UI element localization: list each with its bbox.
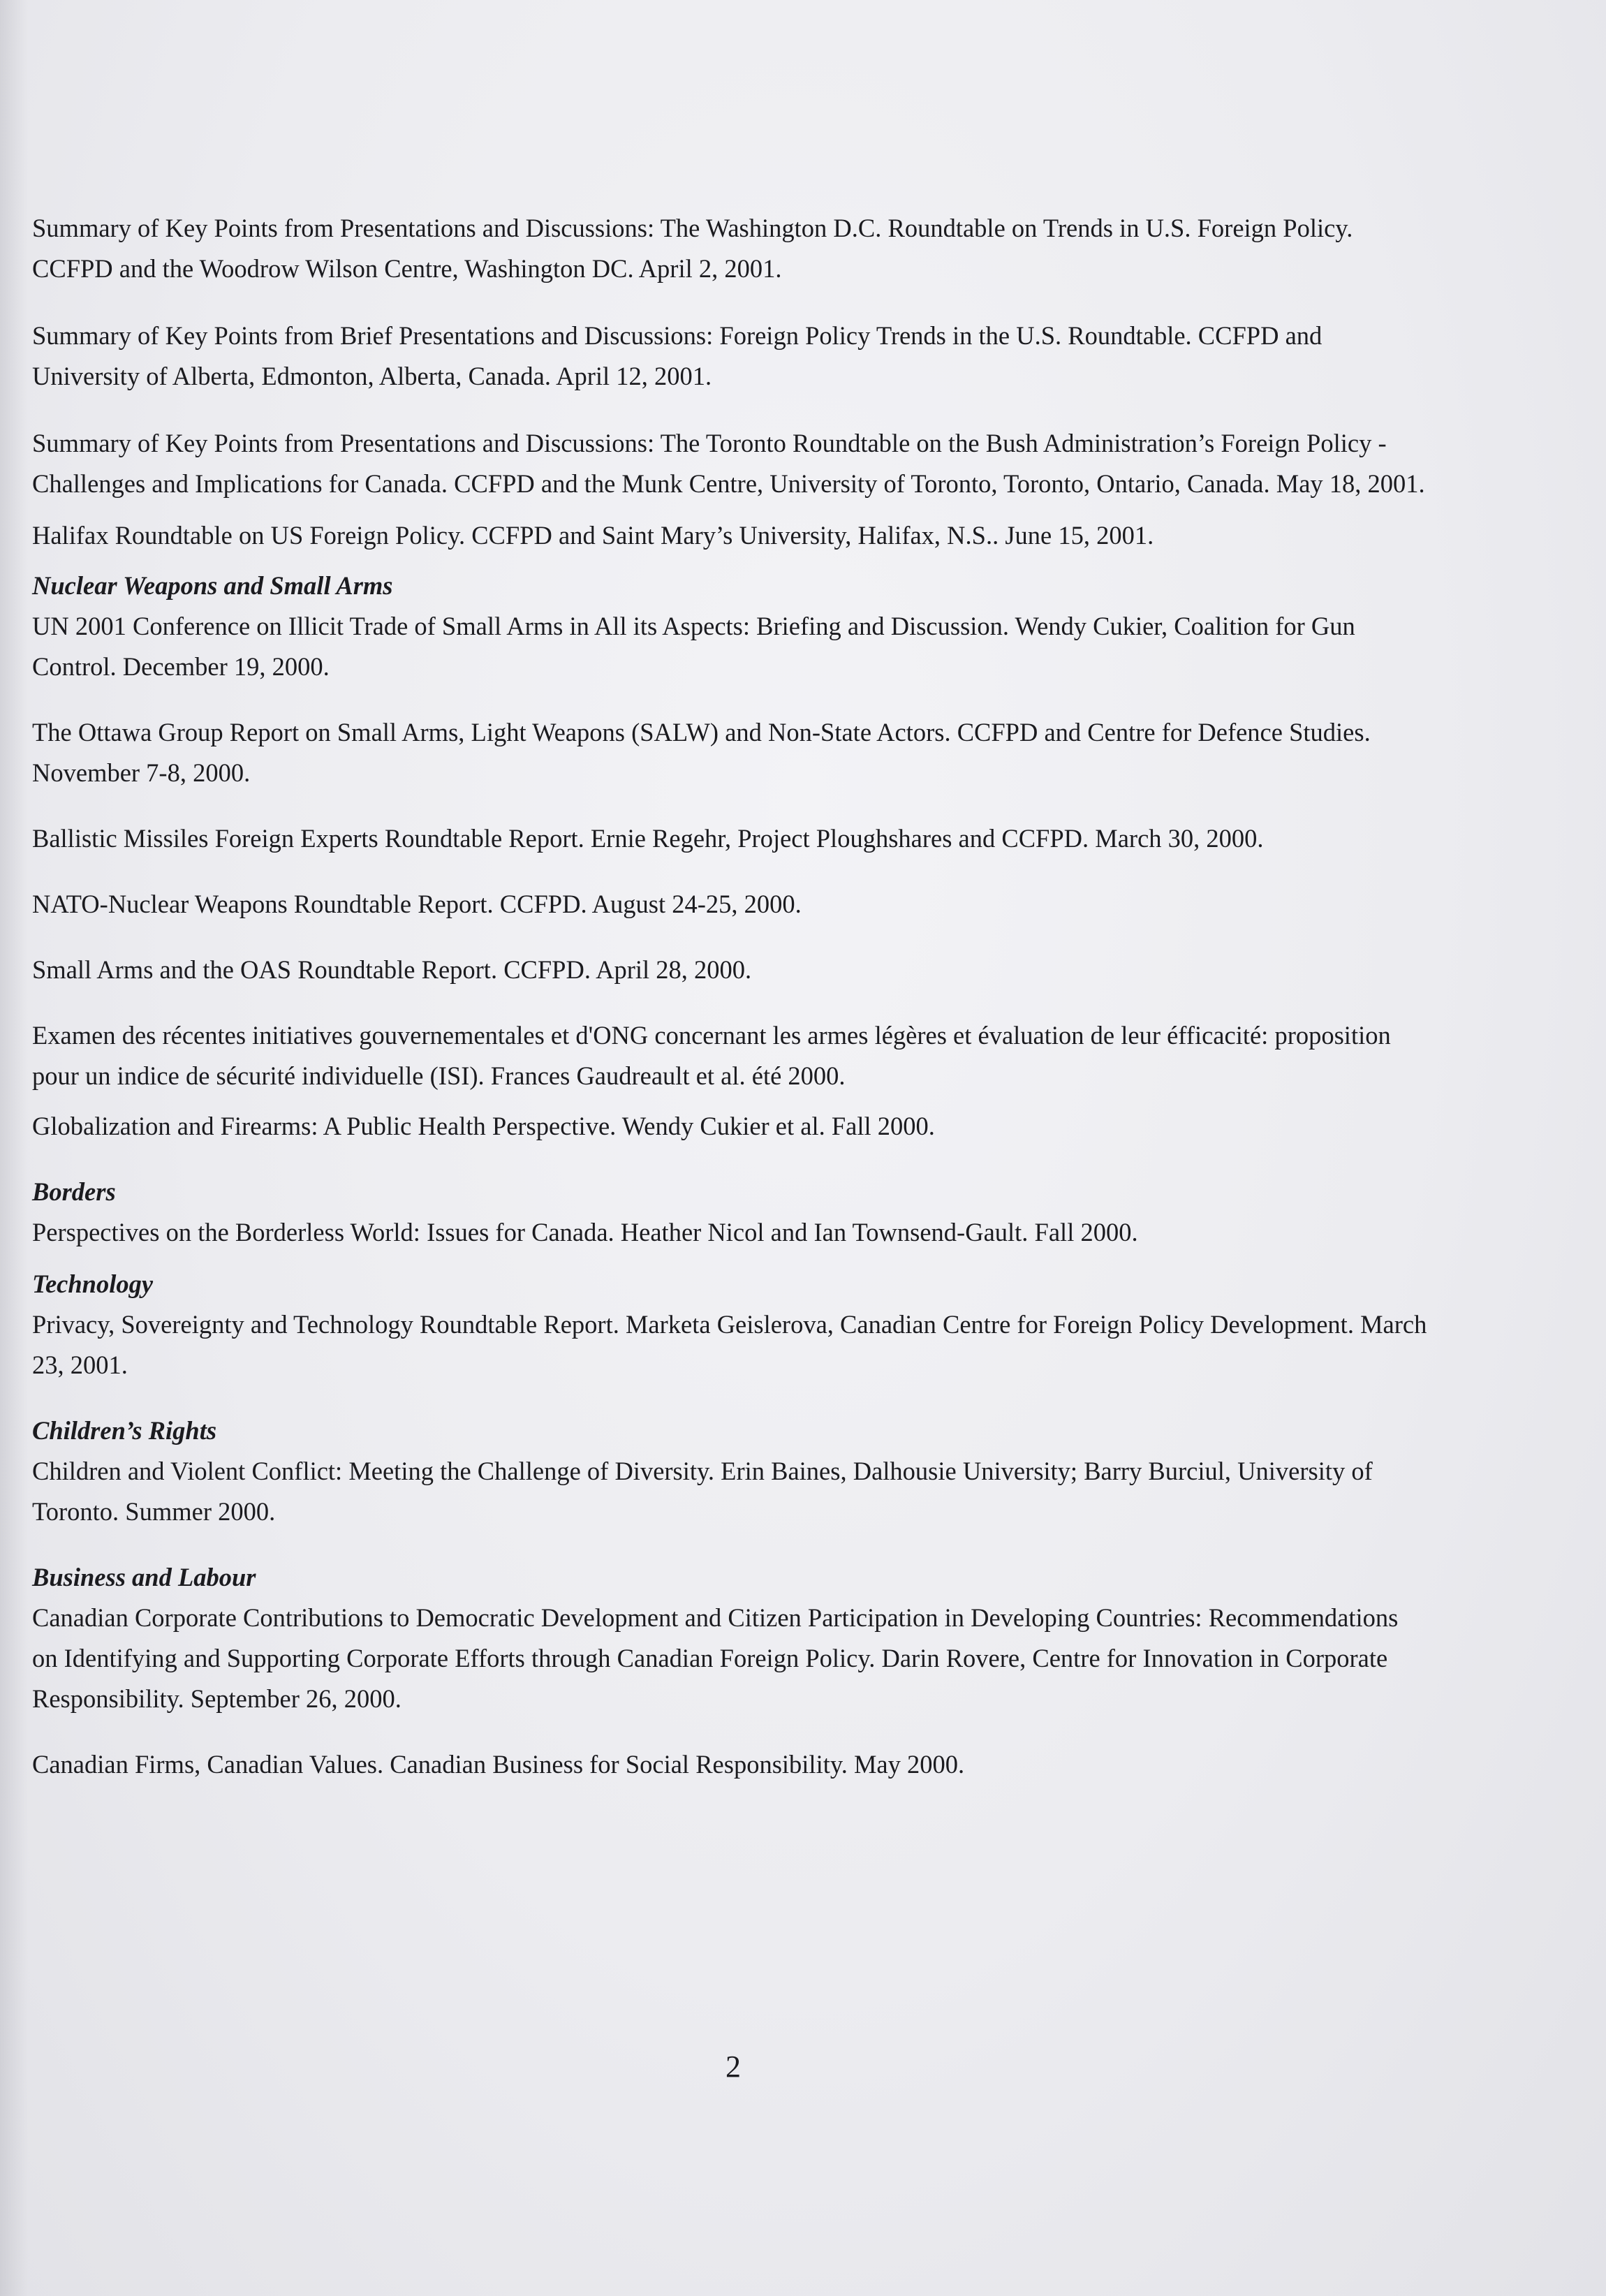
entry-privacy-sovereignty: Privacy, Sovereignty and Technology Roundtable Report. Marketa Geislerova, Canadian Centre for Foreign Policy Development. March 23, 2001. bbox=[32, 1310, 1427, 1379]
document-body bbox=[32, 208, 1429, 1785]
entry-un-conference: UN 2001 Conference on Illicit Trade of Small Arms in All its Aspects: Briefing and Discussion. Wendy Cukier, Coalition for Gun Control. December 19, 2000. bbox=[32, 612, 1355, 681]
section-heading-childrens-rights: Children’s Rights bbox=[32, 1416, 217, 1445]
entry-ottawa-group: The Ottawa Group Report on Small Arms, Light Weapons (SALW) and Non-State Actors. CCFPD and Centre for Defence Studies. November 7-8, 2000. bbox=[32, 718, 1371, 787]
section-heading-nuclear: Nuclear Weapons and Small Arms bbox=[32, 571, 393, 600]
entry-children-violent-conflict: Children and Violent Conflict: Meeting the Challenge of Diversity. Erin Baines, Dalhousie University; Barry Burciul, University of Toronto. Summer 2000. bbox=[32, 1457, 1373, 1526]
section-heading-business: Business and Labour bbox=[32, 1563, 256, 1591]
entry-globalization-firearms: Globalization and Firearms: A Public Health Perspective. Wendy Cukier et al. Fall 2000. bbox=[32, 1112, 935, 1140]
entry-nato-nuclear: NATO-Nuclear Weapons Roundtable Report. CCFPD. August 24-25, 2000. bbox=[32, 890, 802, 918]
entry-washington-roundtable: Summary of Key Points from Presentations and Discussions: The Washington D.C. Roundtable on Trends in U.S. Foreign Policy. CCFPD and the Woodrow Wilson Centre, Washington DC. April 2, 2001. bbox=[32, 214, 1353, 283]
entry-small-arms-oas: Small Arms and the OAS Roundtable Report. CCFPD. April 28, 2000. bbox=[32, 955, 752, 984]
section-heading-borders: Borders bbox=[32, 1177, 116, 1206]
scan-edge-shadow bbox=[0, 0, 28, 2296]
entry-toronto-roundtable: Summary of Key Points from Presentations and Discussions: The Toronto Roundtable on the Bush Administration’s Foreign Policy - Challenges and Implications for Canada. CCFPD and the Munk Centre, University of Toronto, Toronto, Ontario, Canada. May 18, 2001. bbox=[32, 429, 1425, 498]
entry-alberta-roundtable: Summary of Key Points from Brief Presentations and Discussions: Foreign Policy Trends in the U.S. Roundtable. CCFPD and University of Alberta, Edmonton, Alberta, Canada. April 12, 2001. bbox=[32, 321, 1323, 390]
entry-corporate-contributions: Canadian Corporate Contributions to Democratic Development and Citizen Participation in Developing Countries: Recommendations on Identifying and Supporting Corporate Efforts through Canadian Foreign Policy. Darin Rovere, Centre for Innovation in Corporate Responsibility. September 26, 2000. bbox=[32, 1603, 1399, 1713]
section-heading-technology: Technology bbox=[32, 1270, 154, 1298]
entry-borderless-world: Perspectives on the Borderless World: Issues for Canada. Heather Nicol and Ian Townsend-Gault. Fall 2000. bbox=[32, 1218, 1138, 1246]
entry-examen-armes: Examen des récentes initiatives gouvernementales et d'ONG concernant les armes légères et évaluation de leur éfficacité: proposition pour un indice de sécurité individuelle (ISI). Frances Gaudreault et al. été 2000. bbox=[32, 1021, 1391, 1090]
page-number: 2 bbox=[725, 2050, 741, 2084]
entry-ballistic-missiles: Ballistic Missiles Foreign Experts Roundtable Report. Ernie Regehr, Project Ploughshares and CCFPD. March 30, 2000. bbox=[32, 824, 1264, 853]
entry-halifax-roundtable: Halifax Roundtable on US Foreign Policy. CCFPD and Saint Mary’s University, Halifax, N.S.. June 15, 2001. bbox=[32, 521, 1154, 550]
entry-canadian-firms: Canadian Firms, Canadian Values. Canadian Business for Social Responsibility. May 2000. bbox=[32, 1750, 965, 1779]
